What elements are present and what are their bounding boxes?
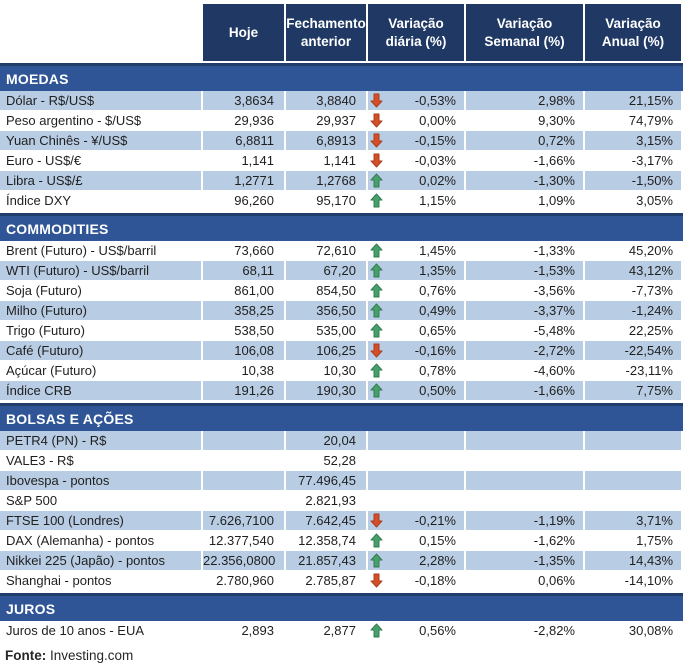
weekly-change: 2,98%: [466, 91, 585, 111]
arrow-up-icon: [370, 192, 385, 209]
daily-change-cell: [368, 131, 466, 151]
row-label: Índice DXY: [0, 191, 203, 211]
table-row: [0, 471, 683, 491]
daily-change: -0,53%: [414, 93, 456, 108]
daily-change-cell: [368, 171, 466, 191]
section-title: COMMODITIES: [0, 213, 683, 241]
weekly-change: -1,30%: [466, 171, 585, 191]
annual-change: -14,10%: [585, 571, 683, 591]
financial-table: [0, 4, 683, 663]
daily-change-cell: [368, 491, 466, 511]
row-label: Trigo (Futuro): [0, 321, 203, 341]
fechamento-value: 67,20: [286, 261, 368, 281]
fechamento-value: 52,28: [286, 451, 368, 471]
table-row: [0, 151, 683, 171]
annual-change: [585, 431, 683, 451]
annual-change: 30,08%: [585, 621, 683, 641]
daily-change: 2,28%: [419, 553, 456, 568]
arrow-up-icon: [370, 282, 385, 299]
header-variacao-anual: Variação Anual (%): [585, 4, 683, 61]
table-row: [0, 361, 683, 381]
daily-change-cell: [368, 571, 466, 591]
daily-change-cell: [368, 551, 466, 571]
arrow-down-icon: [370, 112, 385, 129]
arrow-down-icon: [370, 572, 385, 589]
row-label: PETR4 (PN) - R$: [0, 431, 203, 451]
table-row: [0, 381, 683, 401]
arrow-up-icon: [370, 322, 385, 339]
annual-change: 14,43%: [585, 551, 683, 571]
daily-change-cell: [368, 511, 466, 531]
daily-change: 0,78%: [419, 363, 456, 378]
row-label: Juros de 10 anos - EUA: [0, 621, 203, 641]
daily-change: 0,56%: [419, 623, 456, 638]
weekly-change: 9,30%: [466, 111, 585, 131]
table-row: [0, 111, 683, 131]
daily-change-cell: [368, 151, 466, 171]
fechamento-value: 356,50: [286, 301, 368, 321]
table-row: [0, 171, 683, 191]
hoje-value: 6,8811: [203, 131, 286, 151]
hoje-value: 2.780,960: [203, 571, 286, 591]
hoje-value: 68,11: [203, 261, 286, 281]
annual-change: 22,25%: [585, 321, 683, 341]
table-row: [0, 191, 683, 211]
weekly-change: -3,56%: [466, 281, 585, 301]
hoje-value: 191,26: [203, 381, 286, 401]
annual-change: 1,75%: [585, 531, 683, 551]
row-label: Libra - US$/£: [0, 171, 203, 191]
fechamento-value: 77.496,45: [286, 471, 368, 491]
annual-change: [585, 451, 683, 471]
daily-change: 0,15%: [419, 533, 456, 548]
hoje-value: 22.356,0800: [203, 551, 286, 571]
weekly-change: -5,48%: [466, 321, 585, 341]
fechamento-value: 95,170: [286, 191, 368, 211]
header-fechamento: Fechamento anterior: [286, 4, 368, 61]
fechamento-value: 10,30: [286, 361, 368, 381]
annual-change: 3,15%: [585, 131, 683, 151]
table-body: [0, 63, 683, 641]
row-label: Brent (Futuro) - US$/barril: [0, 241, 203, 261]
daily-change: 0,65%: [419, 323, 456, 338]
daily-change-cell: [368, 261, 466, 281]
daily-change-cell: [368, 451, 466, 471]
table-row: [0, 321, 683, 341]
hoje-value: 3,8634: [203, 91, 286, 111]
trend-icon: [370, 452, 385, 469]
trend-icon: [370, 472, 385, 489]
annual-change: 74,79%: [585, 111, 683, 131]
hoje-value: 538,50: [203, 321, 286, 341]
table-row: [0, 531, 683, 551]
annual-change: 3,05%: [585, 191, 683, 211]
row-label: Peso argentino - $/US$: [0, 111, 203, 131]
daily-change: -0,21%: [414, 513, 456, 528]
daily-change: 1,15%: [419, 193, 456, 208]
daily-change-cell: [368, 241, 466, 261]
hoje-value: [203, 471, 286, 491]
table-row: [0, 131, 683, 151]
weekly-change: -1,35%: [466, 551, 585, 571]
annual-change: [585, 491, 683, 511]
fechamento-value: 2,877: [286, 621, 368, 641]
table-row: [0, 241, 683, 261]
arrow-up-icon: [370, 242, 385, 259]
source-name: Investing.com: [50, 648, 134, 663]
weekly-change: -1,62%: [466, 531, 585, 551]
arrow-down-icon: [370, 342, 385, 359]
section-title: BOLSAS E AÇÕES: [0, 403, 683, 431]
annual-change: 45,20%: [585, 241, 683, 261]
hoje-value: 106,08: [203, 341, 286, 361]
hoje-value: 1,2771: [203, 171, 286, 191]
table-row: [0, 621, 683, 641]
row-label: WTI (Futuro) - US$/barril: [0, 261, 203, 281]
hoje-value: [203, 491, 286, 511]
daily-change-cell: [368, 361, 466, 381]
row-label: FTSE 100 (Londres): [0, 511, 203, 531]
weekly-change: 0,72%: [466, 131, 585, 151]
fechamento-value: 190,30: [286, 381, 368, 401]
annual-change: 3,71%: [585, 511, 683, 531]
fechamento-value: 12.358,74: [286, 531, 368, 551]
hoje-value: 1,141: [203, 151, 286, 171]
hoje-value: 2,893: [203, 621, 286, 641]
fechamento-value: 1,2768: [286, 171, 368, 191]
weekly-change: -4,60%: [466, 361, 585, 381]
weekly-change: -1,66%: [466, 151, 585, 171]
daily-change-cell: [368, 471, 466, 491]
daily-change: 0,76%: [419, 283, 456, 298]
hoje-value: 10,38: [203, 361, 286, 381]
fechamento-value: 106,25: [286, 341, 368, 361]
arrow-up-icon: [370, 172, 385, 189]
arrow-up-icon: [370, 622, 385, 639]
daily-change: 0,02%: [419, 173, 456, 188]
daily-change-cell: [368, 431, 466, 451]
daily-change: 1,45%: [419, 243, 456, 258]
weekly-change: -2,82%: [466, 621, 585, 641]
annual-change: -22,54%: [585, 341, 683, 361]
fechamento-value: 854,50: [286, 281, 368, 301]
annual-change: [585, 471, 683, 491]
daily-change: -0,18%: [414, 573, 456, 588]
trend-icon: [370, 432, 385, 449]
daily-change: -0,03%: [414, 153, 456, 168]
daily-change: -0,15%: [414, 133, 456, 148]
fechamento-value: 20,04: [286, 431, 368, 451]
table-header: [0, 4, 683, 61]
row-label: Café (Futuro): [0, 341, 203, 361]
fechamento-value: 21.857,43: [286, 551, 368, 571]
hoje-value: 73,660: [203, 241, 286, 261]
table-row: [0, 511, 683, 531]
row-label: Yuan Chinês - ¥/US$: [0, 131, 203, 151]
source-note: [0, 648, 683, 663]
arrow-up-icon: [370, 382, 385, 399]
source-label: Fonte:: [5, 648, 47, 663]
hoje-value: 861,00: [203, 281, 286, 301]
annual-change: 7,75%: [585, 381, 683, 401]
weekly-change: [466, 491, 585, 511]
header-variacao-semanal: Variação Semanal (%): [466, 4, 585, 61]
weekly-change: [466, 431, 585, 451]
fechamento-value: 2.785,87: [286, 571, 368, 591]
hoje-value: [203, 451, 286, 471]
row-label: Nikkei 225 (Japão) - pontos: [0, 551, 203, 571]
annual-change: -3,17%: [585, 151, 683, 171]
fechamento-value: 535,00: [286, 321, 368, 341]
daily-change-cell: [368, 301, 466, 321]
hoje-value: 29,936: [203, 111, 286, 131]
arrow-down-icon: [370, 512, 385, 529]
arrow-up-icon: [370, 262, 385, 279]
weekly-change: -1,53%: [466, 261, 585, 281]
daily-change: 0,49%: [419, 303, 456, 318]
weekly-change: -1,33%: [466, 241, 585, 261]
annual-change: 43,12%: [585, 261, 683, 281]
fechamento-value: 7.642,45: [286, 511, 368, 531]
daily-change-cell: [368, 111, 466, 131]
header-variacao-diaria: Variação diária (%): [368, 4, 466, 61]
hoje-value: 96,260: [203, 191, 286, 211]
table-row: [0, 301, 683, 321]
daily-change-cell: [368, 381, 466, 401]
table-row: [0, 451, 683, 471]
weekly-change: 1,09%: [466, 191, 585, 211]
arrow-down-icon: [370, 92, 385, 109]
weekly-change: -1,19%: [466, 511, 585, 531]
annual-change: 21,15%: [585, 91, 683, 111]
arrow-up-icon: [370, 302, 385, 319]
row-label: Ibovespa - pontos: [0, 471, 203, 491]
daily-change: 1,35%: [419, 263, 456, 278]
weekly-change: -3,37%: [466, 301, 585, 321]
daily-change-cell: [368, 91, 466, 111]
table-row: [0, 551, 683, 571]
fechamento-value: 6,8913: [286, 131, 368, 151]
header-spacer: [0, 4, 203, 61]
daily-change-cell: [368, 281, 466, 301]
arrow-down-icon: [370, 132, 385, 149]
row-label: Milho (Futuro): [0, 301, 203, 321]
hoje-value: 7.626,7100: [203, 511, 286, 531]
weekly-change: -2,72%: [466, 341, 585, 361]
daily-change: 0,50%: [419, 383, 456, 398]
arrow-up-icon: [370, 552, 385, 569]
weekly-change: [466, 471, 585, 491]
row-label: DAX (Alemanha) - pontos: [0, 531, 203, 551]
daily-change-cell: [368, 341, 466, 361]
annual-change: -7,73%: [585, 281, 683, 301]
daily-change-cell: [368, 321, 466, 341]
arrow-down-icon: [370, 152, 385, 169]
row-label: Dólar - R$/US$: [0, 91, 203, 111]
trend-icon: [370, 492, 385, 509]
daily-change-cell: [368, 621, 466, 641]
daily-change: -0,16%: [414, 343, 456, 358]
section-title: JUROS: [0, 593, 683, 621]
table-row: [0, 261, 683, 281]
annual-change: -1,50%: [585, 171, 683, 191]
fechamento-value: 29,937: [286, 111, 368, 131]
row-label: VALE3 - R$: [0, 451, 203, 471]
section-title: MOEDAS: [0, 63, 683, 91]
hoje-value: 358,25: [203, 301, 286, 321]
row-label: Açúcar (Futuro): [0, 361, 203, 381]
table-row: [0, 491, 683, 511]
hoje-value: 12.377,540: [203, 531, 286, 551]
row-label: Euro - US$/€: [0, 151, 203, 171]
daily-change-cell: [368, 531, 466, 551]
annual-change: -23,11%: [585, 361, 683, 381]
daily-change: 0,00%: [419, 113, 456, 128]
header-hoje: Hoje: [203, 4, 286, 61]
hoje-value: [203, 431, 286, 451]
fechamento-value: 2.821,93: [286, 491, 368, 511]
weekly-change: 0,06%: [466, 571, 585, 591]
row-label: Índice CRB: [0, 381, 203, 401]
table-row: [0, 341, 683, 361]
weekly-change: [466, 451, 585, 471]
fechamento-value: 72,610: [286, 241, 368, 261]
table-row: [0, 281, 683, 301]
daily-change-cell: [368, 191, 466, 211]
row-label: Shanghai - pontos: [0, 571, 203, 591]
row-label: S&P 500: [0, 491, 203, 511]
table-row: [0, 431, 683, 451]
fechamento-value: 1,141: [286, 151, 368, 171]
table-row: [0, 91, 683, 111]
table-row: [0, 571, 683, 591]
fechamento-value: 3,8840: [286, 91, 368, 111]
weekly-change: -1,66%: [466, 381, 585, 401]
arrow-up-icon: [370, 362, 385, 379]
arrow-up-icon: [370, 532, 385, 549]
annual-change: -1,24%: [585, 301, 683, 321]
row-label: Soja (Futuro): [0, 281, 203, 301]
